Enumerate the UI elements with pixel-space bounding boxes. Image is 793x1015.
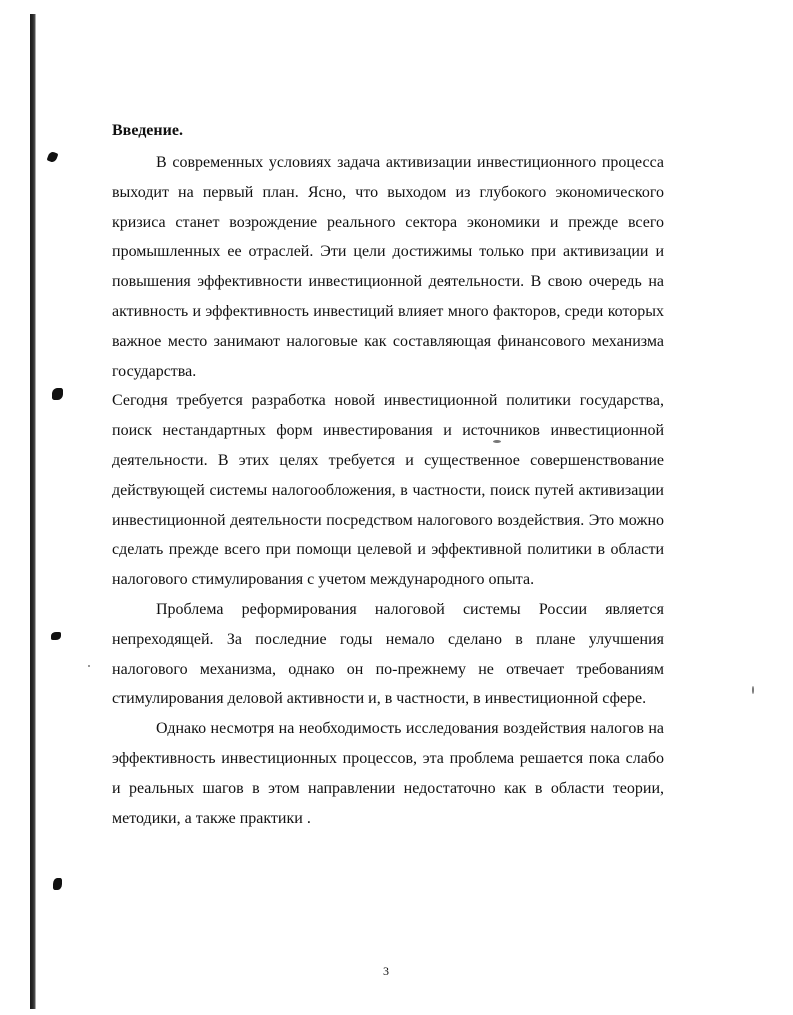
paragraph-4: Однако несмотря на необходимость исследования воздействия налогов на эффективность инвестиционных процессов, эта проблема решается пока слабо и реальных шагов в этом направлении недостаточно как в области теории, методики, а также практики .	[112, 720, 664, 827]
binder-hole-mark	[53, 878, 62, 890]
scan-speck	[88, 665, 90, 667]
section-heading: Введение.	[112, 122, 183, 139]
paragraph-1: В современных условиях задача активизации инвестиционного процесса выходит на первый план. Ясно, что выходом из глубокого экономического кризиса станет возрождение реального сектора экономики и прежде всего промышленных ее отраслей. Эти цели достижимы только при активизации и повышения эффективности инвестиционной деятельности. В свою очередь на активность и эффективность инвестиций влияет много факторов, среди которых важное место занимают налоговые как составляющая финансового механизма государства.	[112, 154, 664, 380]
scan-speck	[752, 686, 754, 694]
page-number: 3	[383, 964, 389, 978]
binder-hole-mark	[47, 151, 59, 163]
document-page	[112, 118, 664, 833]
binder-hole-mark	[51, 632, 61, 640]
scan-binding-edge	[30, 14, 36, 1009]
binder-hole-mark	[52, 388, 63, 400]
paragraph-3: Проблема реформирования налоговой системы России является непреходящей. За последние годы немало сделано в плане улучшения налогового механизма, однако он по-прежнему не отвечает требованиям стимулирования деловой активности и, в частности, в инвестиционной сфере.	[112, 600, 664, 708]
paragraph-2: Сегодня требуется разработка новой инвестиционной политики государства, поиск нестандартных форм инвестирования и источников инвестиционной деятельности. В этих целях требуется и существенное совершенствование действующей системы налогообложения, в частности, поиск путей активизации инвестиционной деятельности посредством налогового воздействия. Это можно сделать прежде всего при помощи целевой и эффективной политики в области налогового стимулирования с учетом международного опыта.	[112, 392, 664, 589]
